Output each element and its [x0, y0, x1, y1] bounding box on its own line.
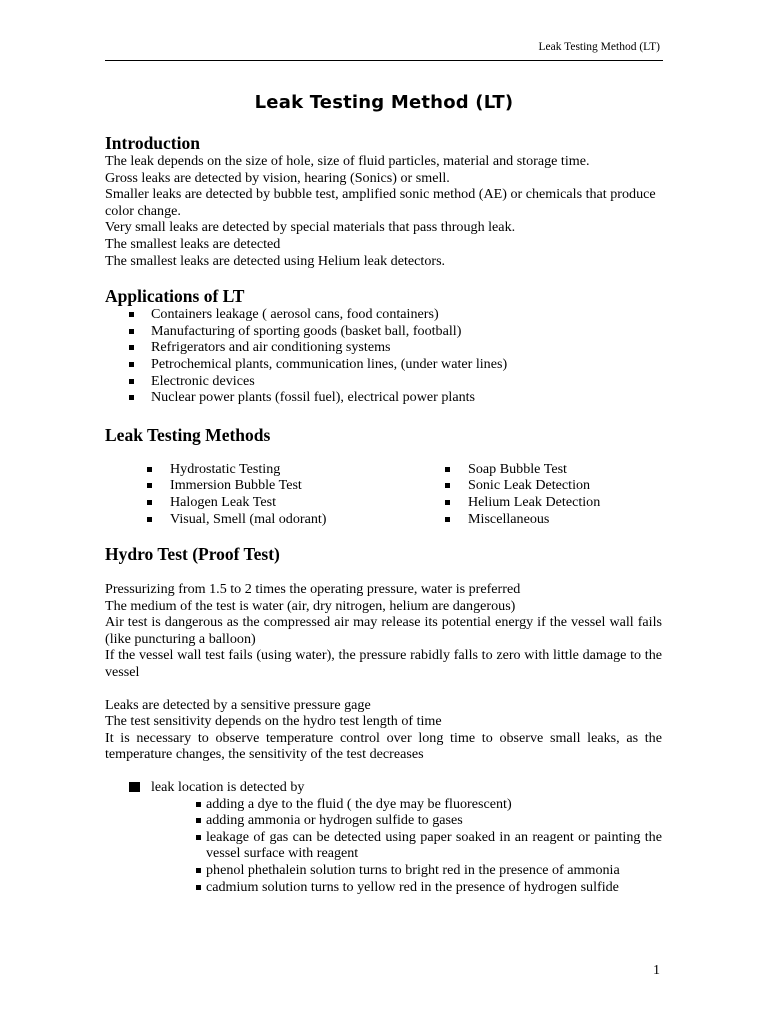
hydro-line: The test sensitivity depends on the hydro test length of time	[105, 713, 442, 730]
hydro-test-heading: Hydro Test (Proof Test)	[105, 544, 280, 565]
hydro-line: Pressurizing from 1.5 to 2 times the operating pressure, water is preferred	[105, 581, 521, 598]
intro-line: Very small leaks are detected by special materials that pass through leak.	[105, 219, 516, 236]
methods-section	[105, 425, 662, 527]
hydro-paragraph-2	[105, 697, 662, 763]
running-header: Leak Testing Method (LT)	[538, 41, 660, 53]
list-item: Hydrostatic Testing	[105, 461, 403, 478]
list-item: Sonic Leak Detection	[403, 477, 662, 494]
hydro-line: The medium of the test is water (air, dry nitrogen, helium are dangerous)	[105, 597, 516, 614]
intro-line: The smallest leaks are detected using Helium leak detectors.	[105, 252, 446, 269]
header-divider	[105, 60, 663, 61]
hydro-test-section	[105, 544, 662, 895]
square-bullet-icon	[129, 782, 140, 792]
list-item: Manufacturing of sporting goods (basket ball, football)	[105, 323, 662, 340]
hydro-line: If the vessel wall test fails (using water), the pressure rabidly falls to zero with little damage to the vessel	[105, 647, 662, 681]
list-item: Helium Leak Detection	[403, 494, 662, 511]
list-item: Visual, Smell (mal odorant)	[105, 511, 403, 528]
list-item: Miscellaneous	[403, 511, 662, 528]
methods-list-left	[105, 461, 403, 527]
applications-heading: Applications of LT	[105, 286, 245, 307]
introduction-heading: Introduction	[105, 133, 200, 153]
list-item: Electronic devices	[105, 373, 662, 390]
list-item: Halogen Leak Test	[105, 494, 403, 511]
list-item: adding ammonia or hydrogen sulfide to gases	[196, 812, 662, 829]
hydro-paragraph-1	[105, 581, 662, 681]
hydro-line: It is necessary to observe temperature control over long time to observe small leaks, as the temperature changes, the sensitivity of the test decreases	[105, 729, 662, 763]
list-item: leakage of gas can be detected using paper soaked in an reagent or painting the vessel surface with reagent	[196, 829, 662, 862]
list-item: Nuclear power plants (fossil fuel), electrical power plants	[105, 389, 662, 406]
introduction-section	[105, 133, 662, 269]
list-item: Petrochemical plants, communication lines, (under water lines)	[105, 356, 662, 373]
intro-line: Gross leaks are detected by vision, hearing (Sonics) or smell.	[105, 169, 450, 186]
intro-line: The leak depends on the size of hole, size of fluid particles, material and storage time.	[105, 153, 590, 169]
methods-heading: Leak Testing Methods	[105, 424, 271, 445]
page-number: 1	[653, 963, 660, 978]
document-body	[105, 133, 662, 895]
applications-list	[105, 306, 662, 406]
leak-location-item	[105, 779, 662, 796]
list-item: Refrigerators and air conditioning systems	[105, 339, 662, 356]
intro-line: The smallest leaks are detected	[105, 235, 281, 252]
applications-section	[105, 286, 662, 406]
hydro-line: Air test is dangerous as the compressed air may release its potential energy if the vessel wall fails (like puncturing a balloon)	[105, 614, 662, 647]
list-item: Immersion Bubble Test	[105, 477, 403, 494]
methods-list-right	[403, 461, 662, 527]
list-item: Containers leakage ( aerosol cans, food containers)	[105, 306, 662, 323]
intro-line: Smaller leaks are detected by bubble test, amplified sonic method (AE) or chemicals that produce color change.	[105, 186, 656, 219]
list-item: cadmium solution turns to yellow red in the presence of hydrogen sulfide	[196, 879, 662, 896]
hydro-line: Leaks are detected by a sensitive pressure gage	[105, 696, 371, 713]
list-item: phenol phethalein solution turns to bright red in the presence of ammonia	[196, 862, 662, 879]
list-item: Soap Bubble Test	[403, 461, 662, 478]
list-item: adding a dye to the fluid ( the dye may be fluorescent)	[196, 796, 662, 813]
leak-location-label: leak location is detected by	[151, 779, 305, 796]
methods-columns	[105, 461, 662, 527]
leak-location-list	[105, 796, 662, 896]
document-title: Leak Testing Method (LT)	[254, 92, 514, 113]
